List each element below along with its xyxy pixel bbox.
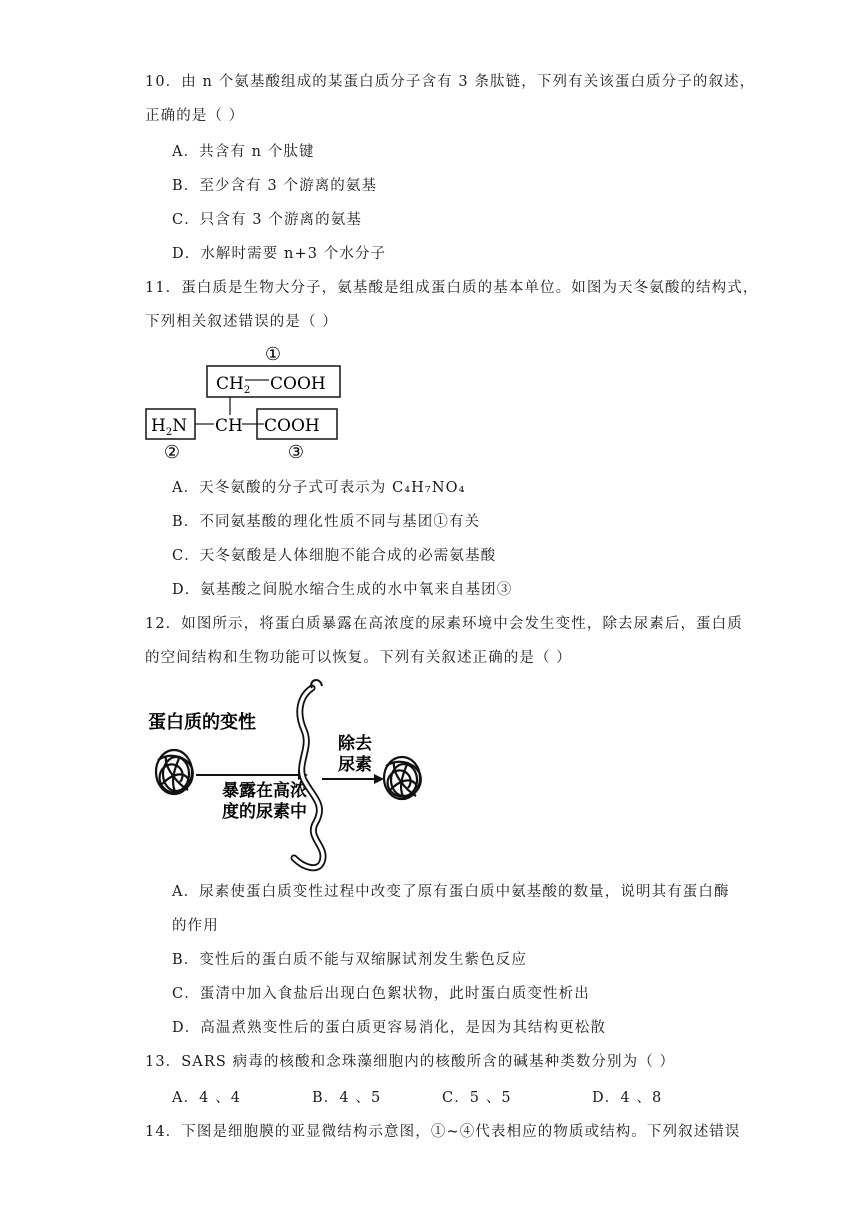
q13-option-a: A．4 、4: [172, 1090, 242, 1106]
folded-protein-right: [384, 757, 421, 799]
q12-option-c: C．蛋清中加入食盐后出现白色絮状物，此时蛋白质变性析出: [172, 986, 590, 1002]
q12-stem-line-1: 12．如图所示，将蛋白质暴露在高浓度的尿素环境中会发生变性，除去尿素后，蛋白质: [145, 616, 743, 632]
q13-stem: 13．SARS 病毒的核酸和念珠藻细胞内的核酸所含的碱基种类数分别为（ ）: [145, 1054, 676, 1070]
folded-protein-left: [156, 750, 193, 794]
protein-denaturation-figure: [140, 672, 450, 877]
q10-stem-line-2: 正确的是（ ）: [145, 108, 245, 124]
q10-option-c: C．只含有 3 个游离的氨基: [172, 212, 362, 228]
q12-option-a-continued: 的作用: [172, 918, 219, 934]
remove-label-1: 除去: [338, 734, 372, 754]
q10-stem-line-1: 10．由 n 个氨基酸组成的某蛋白质分子含有 3 条肽链，下列有关该蛋白质分子的叙述，: [145, 74, 756, 90]
q11-stem-line-1: 11．蛋白质是生物大分子，氨基酸是组成蛋白质的基本单位。如图为天冬氨酸的结构式，: [145, 280, 759, 296]
q14-stem: 14．下图是细胞膜的亚显微结构示意图，①~④代表相应的物质或结构。下列叙述错误: [145, 1124, 741, 1140]
ch2-text: $CH_2$: [216, 374, 251, 396]
q12-stem-line-2: 的空间结构和生物功能可以恢复。下列有关叙述正确的是（ ）: [145, 650, 572, 666]
h2n-text: $H_2N$: [151, 416, 188, 438]
exposed-label-1: 暴露在高浓: [222, 781, 307, 801]
cooh-top-text: COOH: [270, 374, 326, 394]
figure-title: 蛋白质的变性: [148, 712, 256, 733]
group-label-1: ①: [264, 344, 282, 365]
group-label-3: ③: [287, 442, 305, 463]
q13-option-d: D．4 、8: [592, 1090, 663, 1106]
q12-option-d: D．高温煮熟变性后的蛋白质更容易消化，是因为其结构更松散: [172, 1020, 606, 1036]
q10-option-a: A．共含有 n 个肽键: [172, 144, 315, 160]
renature-arrowhead: [374, 774, 384, 784]
exposed-label-2: 度的尿素中: [222, 802, 307, 822]
q10-option-d: D．水解时需要 n+3 个水分子: [172, 246, 387, 262]
q13-option-b: B．4 、5: [312, 1090, 382, 1106]
q13-options-row: [172, 1086, 732, 1106]
q11-option-c: C．天冬氨酸是人体细胞不能合成的必需氨基酸: [172, 548, 497, 564]
remove-label-2: 尿素: [338, 755, 372, 775]
q10-option-b: B．至少含有 3 个游离的氨基: [172, 178, 378, 194]
q12-option-a: A．尿素使蛋白质变性过程中改变了原有蛋白质中氨基酸的数量，说明其有蛋白酶: [172, 884, 730, 900]
q11-stem-line-2: 下列相关叙述错误的是（ ）: [145, 314, 338, 330]
ch-text: CH: [215, 416, 243, 436]
q12-option-b: B．变性后的蛋白质不能与双缩脲试剂发生紫色反应: [172, 952, 527, 968]
group-label-2: ②: [163, 442, 181, 463]
cooh-right-text: COOH: [264, 416, 320, 436]
aspartic-acid-structure-figure: [140, 340, 360, 465]
q13-option-c: C．5 、5: [442, 1090, 512, 1106]
q11-option-d: D．氨基酸之间脱水缩合生成的水中氧来自基团③: [172, 582, 513, 598]
q11-option-a: A．天冬氨酸的分子式可表示为 C₄H₇NO₄: [172, 480, 466, 496]
q11-option-b: B．不同氨基酸的理化性质不同与基团①有关: [172, 514, 481, 530]
